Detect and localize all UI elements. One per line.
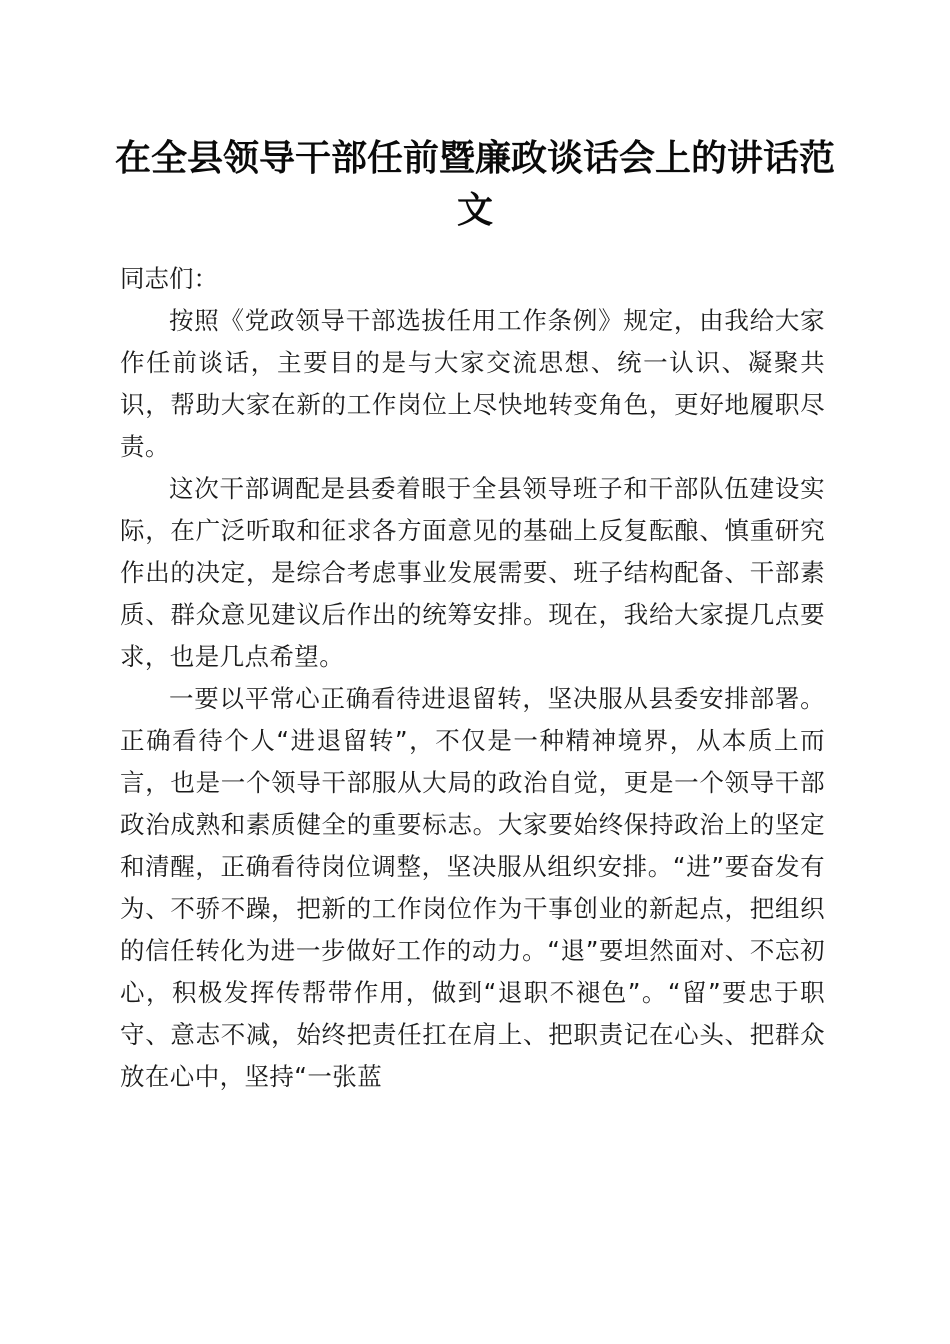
paragraph-1: 按照《党政领导干部选拔任用工作条例》规定，由我给大家作任前谈话，主要目的是与大家交流思想、统一认识、凝聚共识，帮助大家在新的工作岗位上尽快地转变角色，更好地履职尽责。 xyxy=(120,306,825,461)
document-title: 在全县领导干部任前暨廉政谈话会上的讲话范文 xyxy=(114,137,835,231)
paragraph-2: 这次干部调配是县委着眼于全县领导班子和干部队伍建设实际，在广泛听取和征求各方面意见的基础上反复酝酿、慎重研究作出的决定，是综合考虑事业发展需要、班子结构配备、干部素质、群众意见建议后作出的统筹安排。现在，我给大家提几点要求，也是几点希望。 xyxy=(120,474,825,671)
document-body xyxy=(120,252,825,1098)
paragraph-3: 一要以平常心正确看待进退留转，坚决服从县委安排部署。正确看待个人“进退留转”，不仅是一种精神境界，从本质上而言，也是一个领导干部服从大局的政治自觉，更是一个领导干部政治成熟和素质健全的重要标志。大家要始终保持政治上的坚定和清醒，正确看待岗位调整，坚决服从组织安排。“进”要奋发有为、不骄不躁，把新的工作岗位作为干事创业的新起点，把组织的信任转化为进一步做好工作的动力。“退”要坦然面对、不忘初心，积极发挥传帮带作用，做到“退职不褪色”。“留”要忠于职守、意志不减，始终把责任扛在肩上、把职责记在心头、把群众放在心中，坚持“一张蓝 xyxy=(120,684,825,1091)
salutation: 同志们： xyxy=(120,264,218,293)
